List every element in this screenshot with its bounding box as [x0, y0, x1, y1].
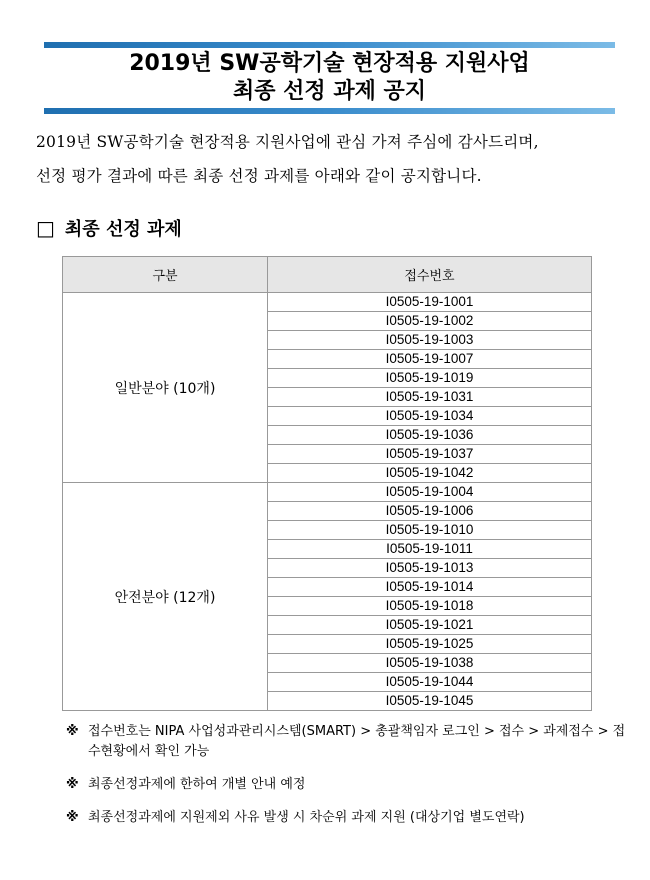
receipt-number-cell: I0505-19-1025 — [268, 635, 592, 654]
note-mark: ※ — [66, 777, 79, 792]
note-item — [66, 808, 626, 828]
header-category: 구분 — [63, 257, 268, 293]
page-title-line2: 최종 선정 과제 공지 — [233, 79, 426, 104]
receipt-number-cell: I0505-19-1018 — [268, 597, 592, 616]
intro-line2: 선정 평가 결과에 따른 최종 선정 과제를 아래와 같이 공지합니다. — [36, 167, 482, 185]
title-top-bar — [44, 42, 615, 48]
category-cell: 안전분야 (12개) — [63, 483, 268, 711]
receipt-number-cell: I0505-19-1038 — [268, 654, 592, 673]
note-item — [66, 722, 626, 762]
receipt-number-cell: I0505-19-1044 — [268, 673, 592, 692]
note-text: 최종선정과제에 지원제외 사유 발생 시 차순위 과제 지원 (대상기업 별도연락) — [88, 810, 525, 825]
note-mark: ※ — [66, 810, 79, 825]
receipt-number-cell: I0505-19-1031 — [268, 388, 592, 407]
receipt-number-cell: I0505-19-1034 — [268, 407, 592, 426]
receipt-number-cell: I0505-19-1004 — [268, 483, 592, 502]
receipt-number-cell: I0505-19-1014 — [268, 578, 592, 597]
receipt-number-cell: I0505-19-1006 — [268, 502, 592, 521]
note-text: 접수번호는 NIPA 사업성과관리시스템(SMART) > 총괄책임자 로그인 > 접수 > 과제접수 > 접수현황에서 확인 가능 — [88, 724, 626, 759]
receipt-number-cell: I0505-19-1001 — [268, 293, 592, 312]
receipt-number-cell: I0505-19-1019 — [268, 369, 592, 388]
receipt-number-cell: I0505-19-1042 — [268, 464, 592, 483]
header-receipt-number: 접수번호 — [268, 257, 592, 293]
note-mark: ※ — [66, 724, 79, 739]
receipt-number-cell: I0505-19-1011 — [268, 540, 592, 559]
intro-line1: 2019년 SW공학기술 현장적용 지원사업에 관심 가져 주심에 감사드리며, — [36, 133, 539, 151]
section-heading-label: 최종 선정 과제 — [64, 219, 182, 240]
table-row — [63, 483, 592, 502]
checkbox-icon: □ — [36, 216, 55, 240]
section-heading — [36, 215, 182, 241]
notes — [66, 722, 626, 841]
title-bottom-bar — [44, 108, 615, 114]
receipt-number-cell: I0505-19-1021 — [268, 616, 592, 635]
receipt-number-cell: I0505-19-1036 — [268, 426, 592, 445]
page-title-line1: 2019년 SW공학기술 현장적용 지원사업 — [129, 51, 530, 76]
note-item — [66, 775, 626, 795]
receipt-number-cell: I0505-19-1037 — [268, 445, 592, 464]
note-text: 최종선정과제에 한하여 개별 안내 예정 — [88, 777, 306, 792]
selection-table — [62, 256, 592, 711]
table-header-row — [63, 257, 592, 293]
receipt-number-cell: I0505-19-1045 — [268, 692, 592, 711]
receipt-number-cell: I0505-19-1007 — [268, 350, 592, 369]
category-cell: 일반분야 (10개) — [63, 293, 268, 483]
receipt-number-cell: I0505-19-1013 — [268, 559, 592, 578]
table-row — [63, 293, 592, 312]
receipt-number-cell: I0505-19-1003 — [268, 331, 592, 350]
receipt-number-cell: I0505-19-1010 — [268, 521, 592, 540]
receipt-number-cell: I0505-19-1002 — [268, 312, 592, 331]
